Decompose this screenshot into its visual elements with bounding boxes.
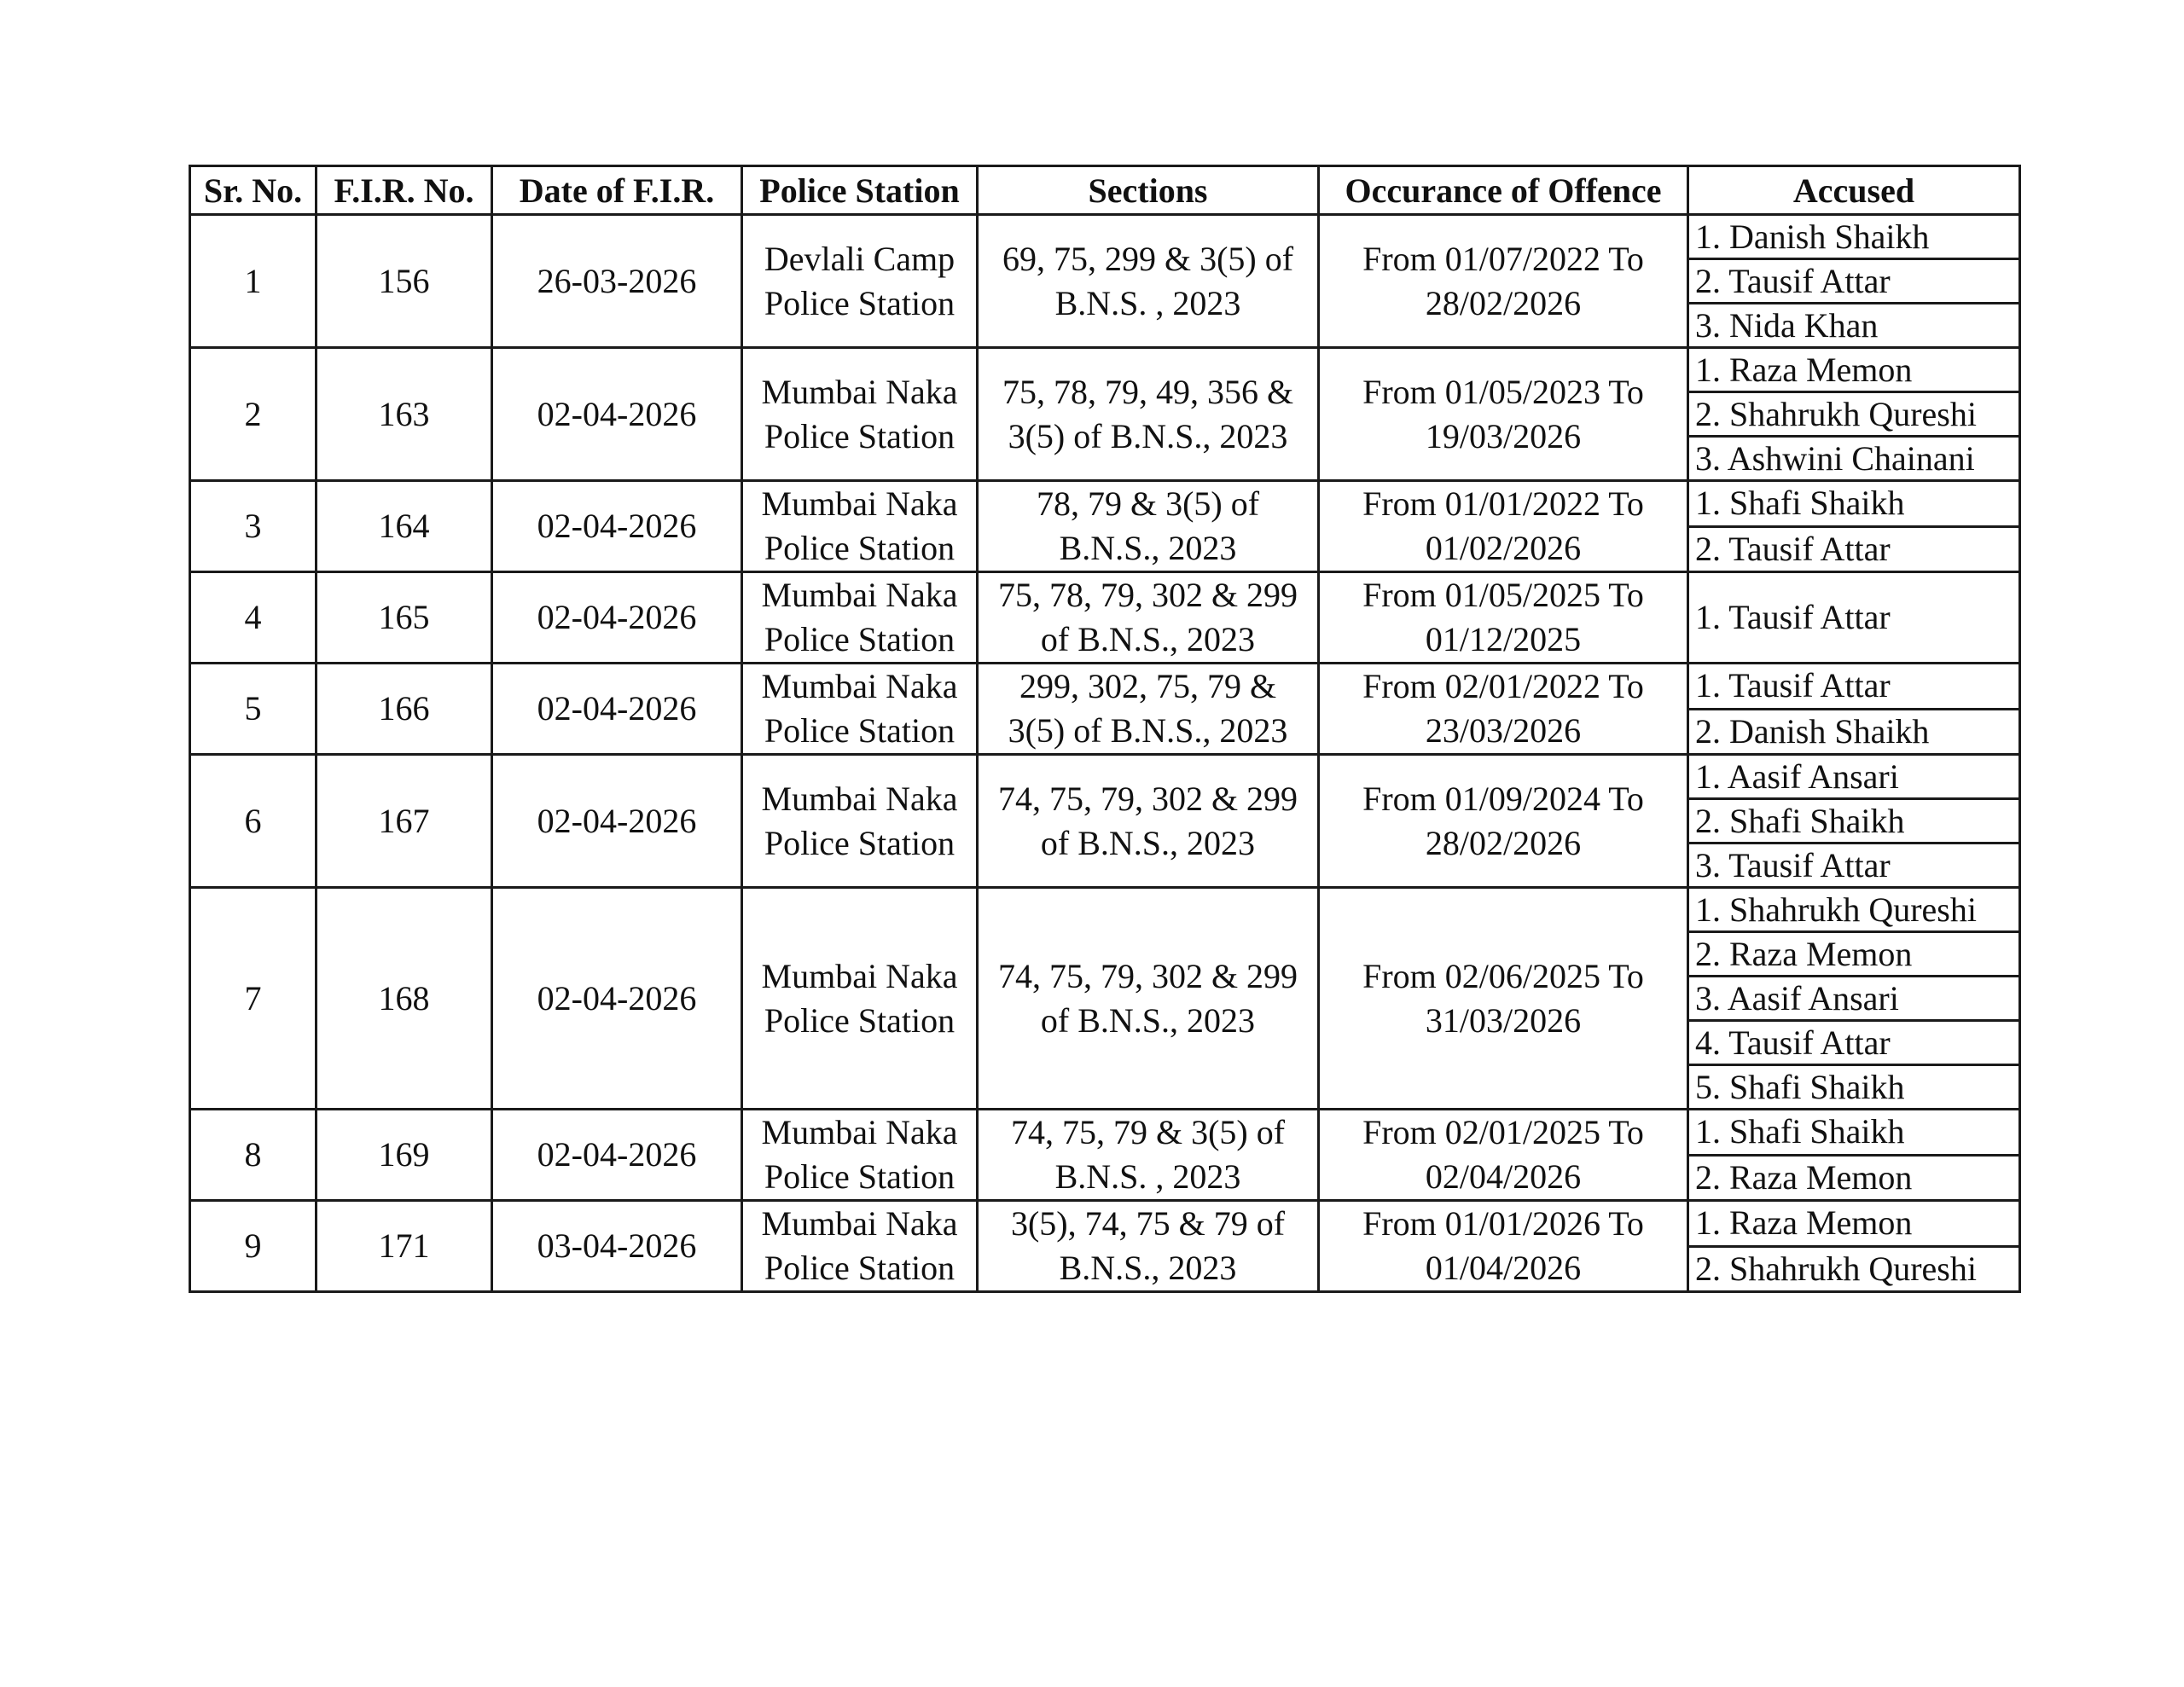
- fir-no-cell: 169: [317, 1110, 492, 1201]
- table-row: [190, 481, 2020, 527]
- police-station-cell: [742, 1110, 978, 1201]
- police-station-cell-line: Mumbai Naka: [761, 779, 958, 818]
- police-station-cell: [742, 481, 978, 572]
- sections-cell-line: 75, 78, 79, 302 & 299: [997, 576, 1298, 614]
- sections-cell-line: 74, 75, 79, 302 & 299: [997, 779, 1298, 818]
- occurrence-cell-line: From 01/01/2022 To: [1362, 484, 1644, 523]
- sections-cell: [978, 348, 1319, 481]
- sections-cell-line: 78, 79 & 3(5) of: [1036, 484, 1260, 523]
- occurrence-cell: [1319, 888, 1688, 1110]
- police-station-cell: [742, 755, 978, 888]
- fir-no-cell: 167: [317, 755, 492, 888]
- sections-cell-line: 75, 78, 79, 49, 356 &: [1002, 372, 1294, 411]
- accused-cell: 1. Danish Shaikh: [1688, 215, 2020, 259]
- occurrence-cell: [1319, 481, 1688, 572]
- fir-no-cell: 164: [317, 481, 492, 572]
- sections-cell: [978, 481, 1319, 572]
- occurrence-cell-line: From 01/05/2023 To: [1362, 372, 1644, 411]
- police-station-cell-line: Police Station: [764, 416, 956, 455]
- fir-date-cell: 02-04-2026: [492, 1110, 742, 1201]
- police-station-cell-line: Police Station: [764, 823, 956, 862]
- police-station-cell-line: Police Station: [764, 283, 956, 322]
- table-row: [190, 664, 2020, 710]
- sr-no-cell: 9: [190, 1201, 317, 1292]
- header-date-of-fir: Date of F.I.R.: [492, 166, 742, 215]
- accused-cell: 2. Tausif Attar: [1688, 526, 2020, 572]
- police-station-cell: [742, 888, 978, 1110]
- accused-cell: 1. Raza Memon: [1688, 348, 2020, 392]
- police-station-cell-line: Police Station: [764, 1157, 956, 1196]
- sections-cell-line: B.N.S. , 2023: [1054, 283, 1241, 322]
- occurrence-cell: [1319, 1201, 1688, 1292]
- accused-cell: 2. Tausif Attar: [1688, 259, 2020, 304]
- occurrence-cell: [1319, 348, 1688, 481]
- sections-cell-line: 69, 75, 299 & 3(5) of: [1002, 239, 1294, 278]
- accused-cell: 1. Shafi Shaikh: [1688, 481, 2020, 527]
- accused-cell: 2. Shahrukh Qureshi: [1688, 1246, 2020, 1292]
- header-fir-no: F.I.R. No.: [317, 166, 492, 215]
- accused-cell: 2. Shafi Shaikh: [1688, 799, 2020, 844]
- table-row: [190, 1201, 2020, 1247]
- fir-date-cell: 26-03-2026: [492, 215, 742, 348]
- police-station-cell-line: Mumbai Naka: [761, 667, 958, 705]
- sr-no-cell: 7: [190, 888, 317, 1110]
- police-station-cell-line: Mumbai Naka: [761, 1113, 958, 1151]
- fir-table: [189, 165, 2021, 1293]
- sections-cell: [978, 1201, 1319, 1292]
- police-station-cell-line: Police Station: [764, 1000, 956, 1040]
- police-station-cell-line: Police Station: [764, 711, 956, 750]
- table-row: [190, 1110, 2020, 1156]
- police-station-cell-line: Mumbai Naka: [761, 1204, 958, 1243]
- table-row: [190, 215, 2020, 259]
- sections-cell-line: B.N.S., 2023: [1059, 1249, 1237, 1287]
- sections-cell-line: 3(5) of B.N.S., 2023: [1008, 711, 1288, 750]
- occurrence-cell-line: From 02/06/2025 To: [1362, 956, 1644, 995]
- sections-cell-line: 3(5), 74, 75 & 79 of: [1010, 1204, 1286, 1243]
- police-station-cell-line: Mumbai Naka: [761, 484, 958, 523]
- occurrence-cell-line: From 02/01/2022 To: [1362, 667, 1644, 705]
- sections-cell-line: B.N.S. , 2023: [1054, 1157, 1241, 1196]
- occurrence-cell-line: 23/03/2026: [1425, 711, 1582, 750]
- sr-no-cell: 5: [190, 664, 317, 755]
- fir-date-cell: 02-04-2026: [492, 755, 742, 888]
- occurrence-cell: [1319, 572, 1688, 664]
- fir-date-cell: 03-04-2026: [492, 1201, 742, 1292]
- police-station-cell-line: Mumbai Naka: [761, 956, 958, 995]
- sr-no-cell: 4: [190, 572, 317, 664]
- occurrence-cell: [1319, 755, 1688, 888]
- sr-no-cell: 6: [190, 755, 317, 888]
- fir-no-cell: 168: [317, 888, 492, 1110]
- sections-cell-line: 74, 75, 79 & 3(5) of: [1010, 1113, 1286, 1151]
- accused-cell: 5. Shafi Shaikh: [1688, 1065, 2020, 1110]
- accused-cell: 1. Tausif Attar: [1688, 572, 2020, 664]
- occurrence-cell-line: From 01/05/2025 To: [1362, 576, 1644, 614]
- sections-cell: [978, 215, 1319, 348]
- fir-no-cell: 165: [317, 572, 492, 664]
- accused-cell: 3. Tausif Attar: [1688, 844, 2020, 888]
- header-sections: Sections: [978, 166, 1319, 215]
- occurrence-cell: [1319, 215, 1688, 348]
- occurrence-cell-line: From 01/01/2026 To: [1362, 1204, 1644, 1243]
- sections-cell-line: 74, 75, 79, 302 & 299: [997, 956, 1298, 995]
- fir-no-cell: 171: [317, 1201, 492, 1292]
- accused-cell: 2. Raza Memon: [1688, 932, 2020, 977]
- table-row: [190, 888, 2020, 932]
- fir-no-cell: 163: [317, 348, 492, 481]
- occurrence-cell-line: 02/04/2026: [1425, 1157, 1582, 1196]
- sections-cell-line: B.N.S., 2023: [1059, 529, 1237, 567]
- accused-cell: 1. Raza Memon: [1688, 1201, 2020, 1247]
- header-police-station: Police Station: [742, 166, 978, 215]
- police-station-cell: [742, 1201, 978, 1292]
- occurrence-cell-line: 31/03/2026: [1425, 1000, 1582, 1040]
- table-row: [190, 755, 2020, 799]
- police-station-cell-line: Devlali Camp: [764, 239, 956, 278]
- occurrence-cell-line: 01/12/2025: [1425, 620, 1582, 658]
- accused-cell: 1. Shahrukh Qureshi: [1688, 888, 2020, 932]
- table-row: [190, 348, 2020, 392]
- sr-no-cell: 3: [190, 481, 317, 572]
- fir-date-cell: 02-04-2026: [492, 481, 742, 572]
- occurrence-cell-line: 28/02/2026: [1425, 823, 1582, 862]
- accused-cell: 2. Danish Shaikh: [1688, 709, 2020, 755]
- sections-cell-line: of B.N.S., 2023: [1040, 1000, 1256, 1040]
- accused-cell: 1. Aasif Ansari: [1688, 755, 2020, 799]
- sr-no-cell: 2: [190, 348, 317, 481]
- fir-no-cell: 156: [317, 215, 492, 348]
- sections-cell-line: of B.N.S., 2023: [1040, 823, 1256, 862]
- sections-cell: [978, 1110, 1319, 1201]
- header-row: [190, 166, 2020, 215]
- police-station-cell-line: Mumbai Naka: [761, 372, 958, 411]
- accused-cell: 1. Shafi Shaikh: [1688, 1110, 2020, 1156]
- occurrence-cell-line: 01/04/2026: [1425, 1249, 1582, 1287]
- police-station-cell: [742, 572, 978, 664]
- header-sr-no: Sr. No.: [190, 166, 317, 215]
- occurrence-cell-line: 19/03/2026: [1425, 416, 1582, 455]
- sections-cell: [978, 888, 1319, 1110]
- police-station-cell-line: Police Station: [764, 620, 956, 658]
- accused-cell: 3. Nida Khan: [1688, 304, 2020, 348]
- accused-cell: 1. Tausif Attar: [1688, 664, 2020, 710]
- fir-date-cell: 02-04-2026: [492, 348, 742, 481]
- sections-cell: [978, 755, 1319, 888]
- occurrence-cell-line: From 01/09/2024 To: [1362, 779, 1644, 818]
- sr-no-cell: 8: [190, 1110, 317, 1201]
- table-row: [190, 572, 2020, 664]
- accused-cell: 4. Tausif Attar: [1688, 1021, 2020, 1065]
- police-station-cell-line: Mumbai Naka: [761, 576, 958, 614]
- fir-date-cell: 02-04-2026: [492, 888, 742, 1110]
- fir-date-cell: 02-04-2026: [492, 572, 742, 664]
- accused-cell: 3. Ashwini Chainani: [1688, 437, 2020, 481]
- occurrence-cell: [1319, 1110, 1688, 1201]
- sections-cell: [978, 572, 1319, 664]
- sections-cell-line: 299, 302, 75, 79 &: [1019, 667, 1277, 705]
- accused-cell: 3. Aasif Ansari: [1688, 977, 2020, 1021]
- table-body: [190, 215, 2020, 1292]
- header-occurrence-of-offence: Occurance of Offence: [1319, 166, 1688, 215]
- occurrence-cell: [1319, 664, 1688, 755]
- police-station-cell: [742, 348, 978, 481]
- police-station-cell-line: Police Station: [764, 1249, 956, 1287]
- police-station-cell: [742, 215, 978, 348]
- sections-cell: [978, 664, 1319, 755]
- occurrence-cell-line: From 01/07/2022 To: [1362, 239, 1644, 278]
- sections-cell-line: of B.N.S., 2023: [1040, 620, 1256, 658]
- fir-no-cell: 166: [317, 664, 492, 755]
- accused-cell: 2. Shahrukh Qureshi: [1688, 392, 2020, 437]
- police-station-cell-line: Police Station: [764, 529, 956, 567]
- police-station-cell: [742, 664, 978, 755]
- sections-cell-line: 3(5) of B.N.S., 2023: [1008, 416, 1288, 455]
- sr-no-cell: 1: [190, 215, 317, 348]
- occurrence-cell-line: 01/02/2026: [1425, 529, 1582, 567]
- accused-cell: 2. Raza Memon: [1688, 1155, 2020, 1201]
- fir-date-cell: 02-04-2026: [492, 664, 742, 755]
- header-accused: Accused: [1688, 166, 2020, 215]
- occurrence-cell-line: From 02/01/2025 To: [1362, 1113, 1644, 1151]
- occurrence-cell-line: 28/02/2026: [1425, 283, 1582, 322]
